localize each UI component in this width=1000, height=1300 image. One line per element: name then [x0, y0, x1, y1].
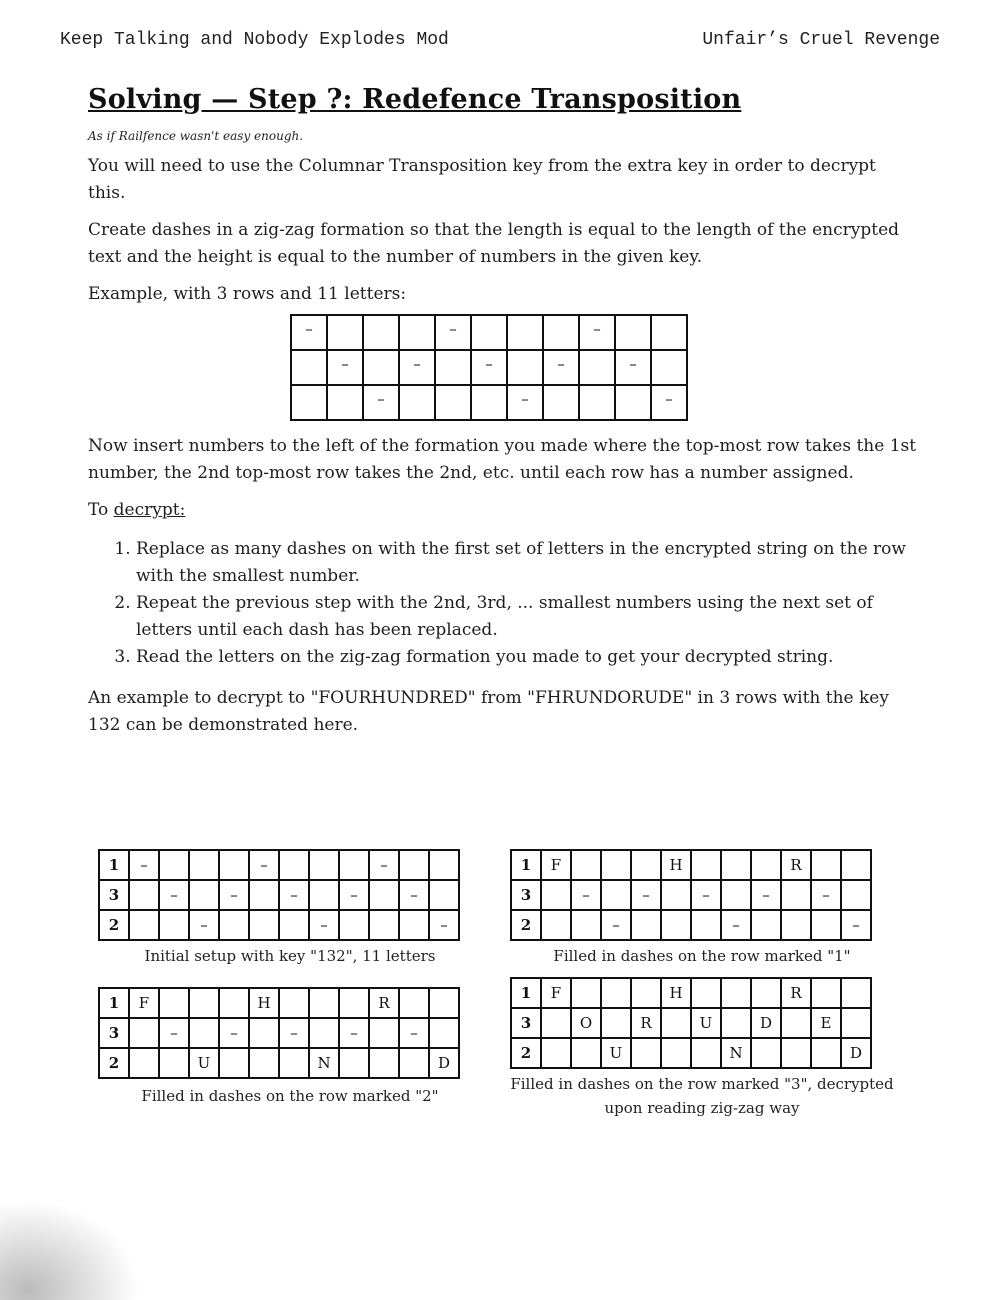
example-cell	[661, 910, 691, 940]
zigzag-cell: –	[435, 315, 471, 350]
row-key-number: 2	[99, 910, 129, 940]
example-cell	[631, 978, 661, 1008]
example-cell	[219, 910, 249, 940]
example-grid-4	[510, 977, 872, 1069]
zigzag-row	[291, 350, 687, 385]
example-cell	[399, 988, 429, 1018]
zigzag-example-grid	[290, 314, 688, 421]
example-cell	[159, 910, 189, 940]
example-row	[99, 1018, 459, 1048]
zigzag-cell	[651, 350, 687, 385]
page-body	[88, 84, 918, 739]
zigzag-cell	[399, 385, 435, 420]
example-cell: D	[841, 1038, 871, 1068]
example-cell	[841, 880, 871, 910]
example-cell: R	[631, 1008, 661, 1038]
example-cell: –	[339, 1018, 369, 1048]
example-cell	[159, 1048, 189, 1078]
example-cell	[661, 1008, 691, 1038]
zigzag-row	[291, 315, 687, 350]
row-key-number: 1	[511, 850, 541, 880]
example-cell	[751, 978, 781, 1008]
zigzag-cell	[291, 385, 327, 420]
example-cell	[339, 910, 369, 940]
example-cell: –	[249, 850, 279, 880]
zigzag-cell	[435, 350, 471, 385]
zigzag-cell: –	[327, 350, 363, 385]
example-grid-3	[98, 987, 460, 1079]
example-cell	[249, 910, 279, 940]
example-intro: Example, with 3 rows and 11 letters:	[88, 284, 407, 304]
example-cell	[631, 850, 661, 880]
example-cell	[781, 880, 811, 910]
zigzag-cell	[327, 315, 363, 350]
example-table-3	[98, 987, 460, 1079]
example-cell	[189, 988, 219, 1018]
zigzag-cell	[363, 350, 399, 385]
zigzag-cell	[543, 315, 579, 350]
zigzag-cell	[543, 385, 579, 420]
example-table-1	[98, 849, 460, 941]
example-cell	[369, 1048, 399, 1078]
zigzag-cell: –	[579, 315, 615, 350]
example-row	[511, 1008, 871, 1038]
header-module-name: Unfair’s Cruel Revenge	[702, 30, 940, 50]
example-cell	[399, 910, 429, 940]
example-cell	[811, 850, 841, 880]
zigzag-cell: –	[291, 315, 327, 350]
example-cell	[541, 1008, 571, 1038]
zigzag-cell	[471, 315, 507, 350]
example-cell: –	[631, 880, 661, 910]
example-cell: H	[249, 988, 279, 1018]
example-cell	[841, 1008, 871, 1038]
example-caption-2: Filled in dashes on the row marked "1"	[553, 947, 851, 965]
example-cell	[661, 880, 691, 910]
decrypt-heading	[88, 497, 918, 524]
example-paragraph: An example to decrypt to "FOURHUNDRED" from "FHRUNDORUDE" in 3 rows with the key 132 can be demonstrated here.	[88, 688, 889, 735]
example-cell	[571, 1038, 601, 1068]
example-cell: R	[369, 988, 399, 1018]
example-cell	[129, 910, 159, 940]
example-cell	[129, 1018, 159, 1048]
example-cell	[279, 988, 309, 1018]
example-row	[511, 1038, 871, 1068]
example-cell: –	[219, 880, 249, 910]
example-cell	[309, 1018, 339, 1048]
zigzag-cell	[615, 385, 651, 420]
example-cell	[339, 850, 369, 880]
example-cell	[571, 910, 601, 940]
example-row	[511, 910, 871, 940]
row-key-number: 3	[511, 1008, 541, 1038]
example-cell	[811, 910, 841, 940]
example-cell	[541, 1038, 571, 1068]
example-cell: –	[399, 880, 429, 910]
decrypt-step: 1. Replace as many dashes on with the first set of letters in the encrypted string on the row with the smallest number.	[136, 536, 918, 590]
example-cell: –	[369, 850, 399, 880]
example-cell: –	[279, 880, 309, 910]
example-cell: –	[841, 910, 871, 940]
example-cell	[159, 850, 189, 880]
example-cell	[369, 1018, 399, 1048]
header-mod-title: Keep Talking and Nobody Explodes Mod	[60, 30, 449, 50]
zigzag-cell	[579, 350, 615, 385]
example-row	[99, 850, 459, 880]
zigzag-row	[291, 385, 687, 420]
example-cell	[571, 850, 601, 880]
example-row	[99, 1048, 459, 1078]
example-cell	[751, 850, 781, 880]
zigzag-cell	[471, 385, 507, 420]
zigzag-cell	[363, 315, 399, 350]
example-cell	[541, 880, 571, 910]
example-cell	[841, 978, 871, 1008]
example-row	[99, 880, 459, 910]
example-caption-1: Initial setup with key "132", 11 letters	[144, 947, 436, 965]
row-key-number: 2	[511, 1038, 541, 1068]
zigzag-cell: –	[615, 350, 651, 385]
row-key-number: 2	[99, 1048, 129, 1078]
example-cell: –	[279, 1018, 309, 1048]
zigzag-cell	[291, 350, 327, 385]
zigzag-cell	[435, 385, 471, 420]
example-cell	[751, 1038, 781, 1068]
example-cell: F	[541, 978, 571, 1008]
example-cell	[249, 1048, 279, 1078]
example-cell: –	[429, 910, 459, 940]
example-cell	[339, 988, 369, 1018]
example-cell	[309, 850, 339, 880]
example-row	[511, 978, 871, 1008]
example-cell: U	[189, 1048, 219, 1078]
example-cell: N	[309, 1048, 339, 1078]
row-key-number: 1	[511, 978, 541, 1008]
example-cell	[369, 880, 399, 910]
example-row	[99, 910, 459, 940]
example-cell	[279, 910, 309, 940]
zigzag-cell: –	[651, 385, 687, 420]
example-cell	[691, 978, 721, 1008]
example-cell: –	[339, 880, 369, 910]
example-cell	[369, 910, 399, 940]
decrypt-step: 2. Repeat the previous step with the 2nd, 3rd, ... smallest numbers using the next set of letters until each dash has been replaced.	[136, 590, 918, 644]
decrypt-heading-word: decrypt:	[113, 500, 186, 520]
example-cell	[399, 1048, 429, 1078]
example-cell: H	[661, 978, 691, 1008]
example-cell	[721, 880, 751, 910]
example-cell: –	[601, 910, 631, 940]
example-grid-2	[510, 849, 872, 941]
example-cell: F	[541, 850, 571, 880]
example-cell	[571, 978, 601, 1008]
example-cell	[219, 850, 249, 880]
zigzag-cell	[579, 385, 615, 420]
row-key-number: 1	[99, 850, 129, 880]
example-row	[511, 880, 871, 910]
example-cell	[691, 910, 721, 940]
example-table-2	[510, 849, 872, 941]
zigzag-cell: –	[363, 385, 399, 420]
example-caption-3: Filled in dashes on the row marked "2"	[141, 1087, 439, 1105]
example-cell: –	[129, 850, 159, 880]
example-caption-4: Filled in dashes on the row marked "3", decrypted upon reading zig-zag way	[510, 1075, 894, 1117]
example-cell	[721, 1008, 751, 1038]
example-cell	[661, 1038, 691, 1068]
example-cell	[309, 988, 339, 1018]
intro-paragraph: You will need to use the Columnar Transposition key from the extra key in order to decrypt this.	[88, 156, 876, 203]
example-cell	[189, 880, 219, 910]
example-cell	[129, 880, 159, 910]
example-cell	[781, 1038, 811, 1068]
example-cell	[691, 1038, 721, 1068]
example-cell	[249, 1018, 279, 1048]
zigzag-cell	[615, 315, 651, 350]
example-table-4	[510, 977, 872, 1069]
example-cell: U	[601, 1038, 631, 1068]
example-cell: –	[159, 880, 189, 910]
row-key-number: 3	[99, 1018, 129, 1048]
example-cell	[841, 850, 871, 880]
example-cell	[631, 1038, 661, 1068]
example-cell	[189, 850, 219, 880]
example-cell	[601, 880, 631, 910]
example-cell	[781, 910, 811, 940]
example-cell	[159, 988, 189, 1018]
zigzag-cell: –	[507, 385, 543, 420]
example-cell	[601, 850, 631, 880]
example-cell	[601, 978, 631, 1008]
example-cell	[691, 850, 721, 880]
example-cell	[811, 978, 841, 1008]
example-cell	[129, 1048, 159, 1078]
example-cell: R	[781, 978, 811, 1008]
row-key-number: 3	[99, 880, 129, 910]
example-cell: E	[811, 1008, 841, 1038]
zigzag-cell	[399, 315, 435, 350]
example-cell	[399, 850, 429, 880]
example-cell	[429, 1018, 459, 1048]
example-cell	[601, 1008, 631, 1038]
example-grid-1	[98, 849, 460, 941]
example-row	[511, 850, 871, 880]
numbers-paragraph: Now insert numbers to the left of the formation you made where the top-most row takes the 1st number, the 2nd top-most row takes the 2nd, etc. until each row has a number assigned.	[88, 436, 917, 483]
zigzag-cell	[507, 315, 543, 350]
example-cell: F	[129, 988, 159, 1018]
page-title: Solving — Step ?: Redefence Transposition	[88, 84, 742, 115]
row-key-number: 3	[511, 880, 541, 910]
decrypt-heading-prefix: To	[88, 500, 114, 520]
example-cell	[781, 1008, 811, 1038]
zigzag-cell	[327, 385, 363, 420]
example-cell: D	[751, 1008, 781, 1038]
example-cell: –	[571, 880, 601, 910]
example-cell	[429, 988, 459, 1018]
example-cell: R	[781, 850, 811, 880]
example-cell	[189, 1018, 219, 1048]
example-cell: –	[751, 880, 781, 910]
example-cell: N	[721, 1038, 751, 1068]
example-cell: –	[721, 910, 751, 940]
example-cell	[309, 880, 339, 910]
zigzag-cell: –	[471, 350, 507, 385]
zigzag-cell	[651, 315, 687, 350]
paper-smudge	[0, 1200, 140, 1300]
zigzag-cell: –	[543, 350, 579, 385]
example-cell	[429, 880, 459, 910]
example-cell	[339, 1048, 369, 1078]
row-key-number: 2	[511, 910, 541, 940]
zigzag-cell	[507, 350, 543, 385]
example-cell	[721, 978, 751, 1008]
row-key-number: 1	[99, 988, 129, 1018]
dashes-paragraph: Create dashes in a zig-zag formation so that the length is equal to the length of the encrypted text and the height is equal to the number of numbers in the given key.	[88, 220, 900, 267]
example-row	[99, 988, 459, 1018]
example-cell: –	[159, 1018, 189, 1048]
example-cell: –	[691, 880, 721, 910]
example-cell	[429, 850, 459, 880]
example-cell: D	[429, 1048, 459, 1078]
example-cell	[751, 910, 781, 940]
example-cell	[279, 1048, 309, 1078]
example-cell	[249, 880, 279, 910]
example-cell	[279, 850, 309, 880]
example-cell: –	[189, 910, 219, 940]
zigzag-cell: –	[399, 350, 435, 385]
decrypt-step: 3. Read the letters on the zig-zag formation you made to get your decrypted string.	[136, 644, 918, 671]
example-cell	[721, 850, 751, 880]
example-cell	[219, 1048, 249, 1078]
example-cell: –	[399, 1018, 429, 1048]
example-cell: –	[811, 880, 841, 910]
decrypt-steps	[88, 536, 918, 671]
example-cell	[541, 910, 571, 940]
example-cell	[219, 988, 249, 1018]
example-cell: U	[691, 1008, 721, 1038]
page-subtitle: As if Railfence wasn't easy enough.	[88, 129, 304, 143]
example-cell	[631, 910, 661, 940]
example-cell: –	[219, 1018, 249, 1048]
example-cell: O	[571, 1008, 601, 1038]
example-cell	[811, 1038, 841, 1068]
example-cell: –	[309, 910, 339, 940]
example-cell: H	[661, 850, 691, 880]
